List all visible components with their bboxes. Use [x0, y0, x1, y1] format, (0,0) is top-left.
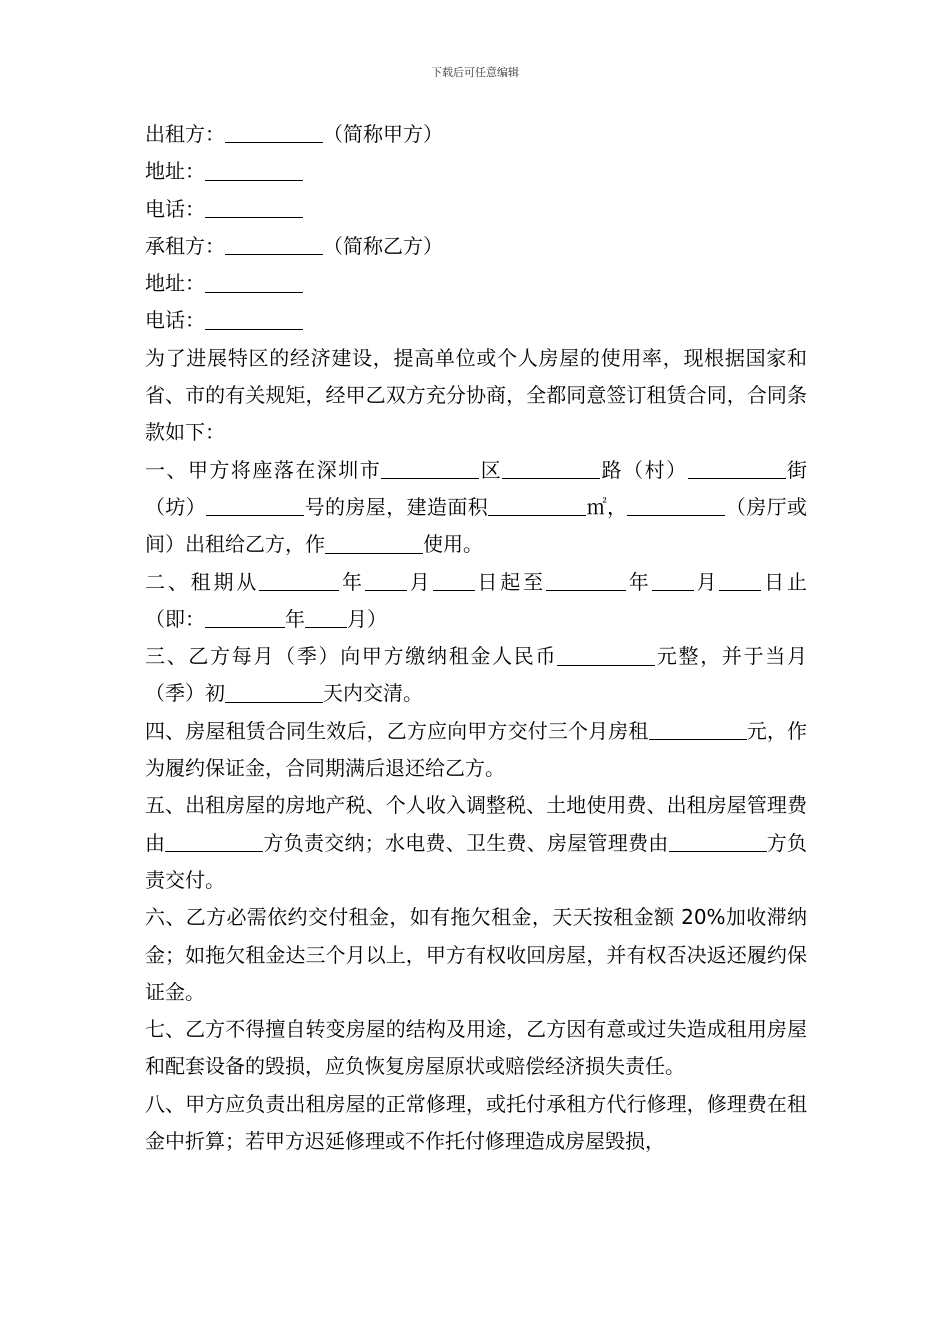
text: 号的房屋，建造面积 [304, 494, 489, 519]
address-label: 地址： [145, 271, 205, 296]
text: 日起至 [474, 569, 546, 594]
blank-field [649, 719, 747, 740]
text: 四、房屋租赁合同生效后，乙方应向甲方交付三个月房租 [145, 718, 649, 743]
text: （房厅或间）出租给乙方，作 [145, 494, 808, 557]
blank-field [325, 533, 423, 554]
blank-field [206, 495, 304, 516]
blank-field [688, 458, 786, 479]
blank-field [652, 570, 694, 591]
clause-8: 八、甲方应负责出租房屋的正常修理，或托付承租方代行修理，修理费在租金中折算；若甲方迟延修理或不作托付修理造成房屋毁损， [145, 1091, 807, 1154]
clause-5 [145, 787, 807, 899]
clause-7: 七、乙方不得擅自转变房屋的结构及用途，乙方因有意或过失造成租用房屋和配套设备的毁损，应负恢复房屋原状或赔偿经济损失责任。 [145, 1017, 807, 1079]
intro-paragraph: 为了进展特区的经济建设，提高单位或个人房屋的使用率，现根据国家和省、市的有关规矩，经甲乙双方充分协商，全都同意签订租赁合同，合同条款如下： [145, 345, 807, 445]
text: ㎡， [586, 494, 628, 519]
blank-field [205, 272, 303, 293]
text: 月 [406, 569, 433, 594]
blank-field [365, 570, 407, 591]
text: 年 [339, 569, 365, 594]
blank-field [381, 458, 479, 479]
clause-6: 六、乙方必需依约交付租金，如有拖欠租金，天天按租金额 20%加收滞纳金；如拖欠租金达三个月以上，甲方有权收回房屋，并有权否决返还履约保证金。 [145, 905, 807, 1004]
lessor-address-line [145, 153, 807, 190]
text: 街（坊） [145, 457, 808, 519]
address-label: 地址： [145, 159, 205, 184]
text: 区 [479, 457, 503, 482]
lessor-suffix: （简称甲方） [323, 122, 443, 146]
header-note: 下载后可任意编辑 [431, 66, 519, 79]
contract-body [145, 116, 807, 1160]
clause-2 [145, 564, 807, 639]
text: 年 [285, 606, 305, 631]
lessee-address-line [145, 265, 807, 302]
text: 使用。 [423, 532, 483, 557]
lessee-label: 承租方： [145, 233, 225, 258]
lessee-suffix: （简称乙方） [323, 233, 443, 258]
blank-field [225, 234, 323, 255]
text: 二、租期从 [145, 569, 260, 594]
text: 月 [693, 569, 720, 594]
blank-field [205, 309, 303, 330]
blank-field [305, 607, 347, 628]
text: 元，作为履约保证金，合同期满后退还给乙方。 [145, 718, 808, 781]
text: 方负责交纳；水电费、卫生费、房屋管理费由 [263, 830, 669, 855]
lessor-phone-line [145, 191, 807, 228]
text: 日止（即： [145, 569, 808, 631]
blank-field [205, 160, 303, 181]
blank-field [205, 607, 285, 628]
phone-label: 电话： [145, 196, 205, 221]
blank-field [488, 495, 586, 516]
text: 五、出租房屋的房地产税、个人收入调整税、土地使用费、出租房屋管理费由 [145, 793, 807, 855]
blank-field [669, 831, 767, 852]
blank-field [259, 570, 339, 591]
lessee-line [145, 228, 807, 265]
text: 天内交清。 [323, 681, 423, 706]
blank-field [205, 197, 303, 218]
blank-field [719, 570, 761, 591]
blank-field [225, 122, 323, 143]
clause-3 [145, 638, 807, 713]
lessor-line [145, 116, 807, 153]
lessor-label: 出租方： [145, 122, 225, 146]
text: 一、甲方将座落在深圳市 [145, 457, 382, 482]
blank-field [546, 570, 626, 591]
text: 元整，并于当月（季）初 [145, 644, 808, 706]
text: 路（村） [600, 457, 688, 482]
clause-1 [145, 452, 807, 564]
blank-field [433, 570, 475, 591]
text: 年 [625, 569, 652, 594]
text: 方负责交付。 [145, 830, 807, 892]
blank-field [225, 682, 323, 703]
blank-field [557, 645, 655, 666]
text: 三、乙方每月（季）向甲方缴纳租金人民币 [145, 644, 558, 669]
text: 月） [347, 606, 387, 631]
blank-field [165, 831, 263, 852]
phone-label: 电话： [145, 308, 205, 333]
clause-4 [145, 713, 807, 788]
lessee-phone-line [145, 302, 807, 339]
blank-field [627, 495, 725, 516]
blank-field [502, 458, 600, 479]
